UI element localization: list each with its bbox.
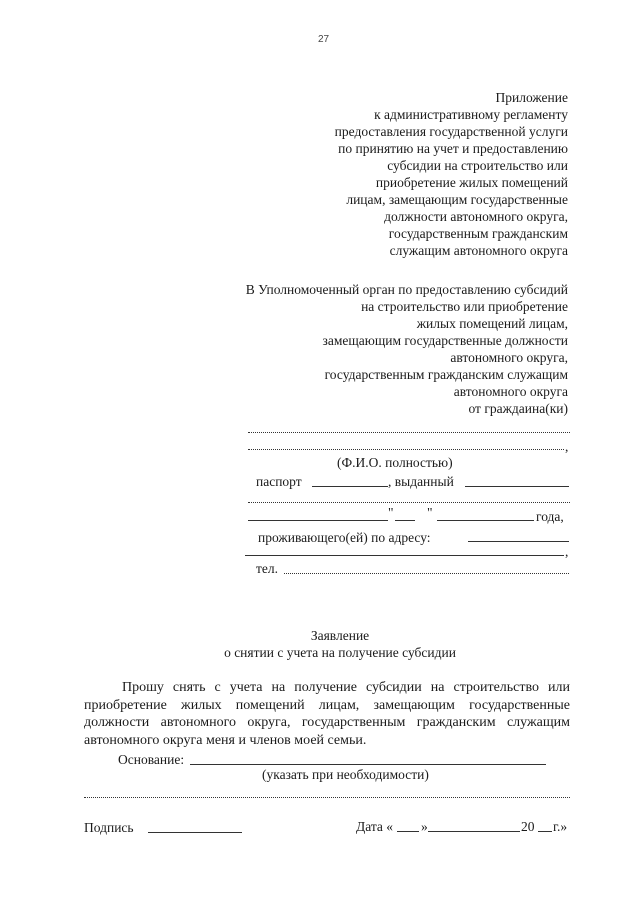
issued-label: , выданный [388,474,454,489]
statement-title: Заявление [310,628,370,643]
signature-field[interactable] [148,832,242,833]
appendix-line-5: субсидии на строительство или [387,158,568,173]
phone-label: тел. [256,561,279,576]
date-year-prefix: 20 [521,819,535,834]
fio-line-2[interactable] [248,449,564,450]
issue-day-field[interactable] [395,520,415,521]
address-comma: , [565,544,569,559]
basis-hint: (указать при необходимости) [262,767,429,782]
appendix-line-3: предоставления государственной услуги [334,124,568,139]
issue-year-field[interactable] [502,520,534,521]
basis-field[interactable] [190,764,546,765]
addressee-line-1: В Уполномоченный орган по предоставлению субсидий [245,282,568,297]
appendix-line-4: по принятию на учет и предоставлению [338,141,568,156]
issued-by-field[interactable] [465,486,569,487]
fio-comma: , [565,439,569,454]
appendix-line-10: служащим автономного округа [389,243,568,258]
appendix-block [335,89,568,259]
appendix-line-1: Приложение [495,90,568,105]
date-day-field[interactable] [397,831,419,832]
issue-place-field[interactable] [248,520,388,521]
appendix-line-7: лицам, замещающим государственные [346,192,568,207]
page-number: 27 [318,34,330,45]
address-field-2[interactable] [245,555,564,556]
address-field-1[interactable] [468,541,569,542]
date-month-field[interactable] [428,831,520,832]
addressee-line-2: на строительство или приобретение [361,299,568,314]
date-year-suffix: г.» [553,819,568,834]
addressee-block [246,281,568,417]
basis-line-2[interactable] [84,797,570,798]
phone-field[interactable] [284,573,569,574]
addressee-line-7: автономного округа [453,384,568,399]
date-year-field[interactable] [538,831,552,832]
statement-subtitle: о снятии с учета на получение субсидии [224,645,456,660]
date-label: Дата « [356,819,394,834]
addressee-line-8: от граждаина(ки) [468,401,568,416]
appendix-line-8: должности автономного округа, [384,209,568,224]
addressee-line-6: государственным гражданским служащим [324,367,568,382]
appendix-line-9: государственным гражданским [388,226,568,241]
statement-body: Прошу снять с учета на получение субсидии на строительство или приобретение жилых помещений лицам, замещающим государственные должности автономного округа, государственным гражданским служащим автономного округа меня и членов моей семьи. [84,680,570,748]
issued-by-line-2[interactable] [248,502,570,503]
date-mid: » [421,819,428,834]
passport-number-field[interactable] [312,486,388,487]
addressee-line-3: жилых помещений лицам, [416,316,568,331]
date-quote-close: " [427,505,433,520]
addressee-line-5: автономного округа, [450,350,568,365]
appendix-line-2: к административному регламенту [374,107,568,122]
passport-label: паспорт [256,474,302,489]
date-quote-open: " [388,505,394,520]
residing-label: проживающего(ей) по адресу: [258,530,431,545]
basis-label: Основание: [118,752,185,767]
year-label: года, [536,509,564,524]
signature-label: Подпись [84,820,134,835]
fio-line-1[interactable] [248,432,570,433]
fio-label: (Ф.И.О. полностью) [337,455,453,470]
addressee-line-4: замещающим государственные должности [322,333,568,348]
appendix-line-6: приобретение жилых помещений [375,175,568,190]
